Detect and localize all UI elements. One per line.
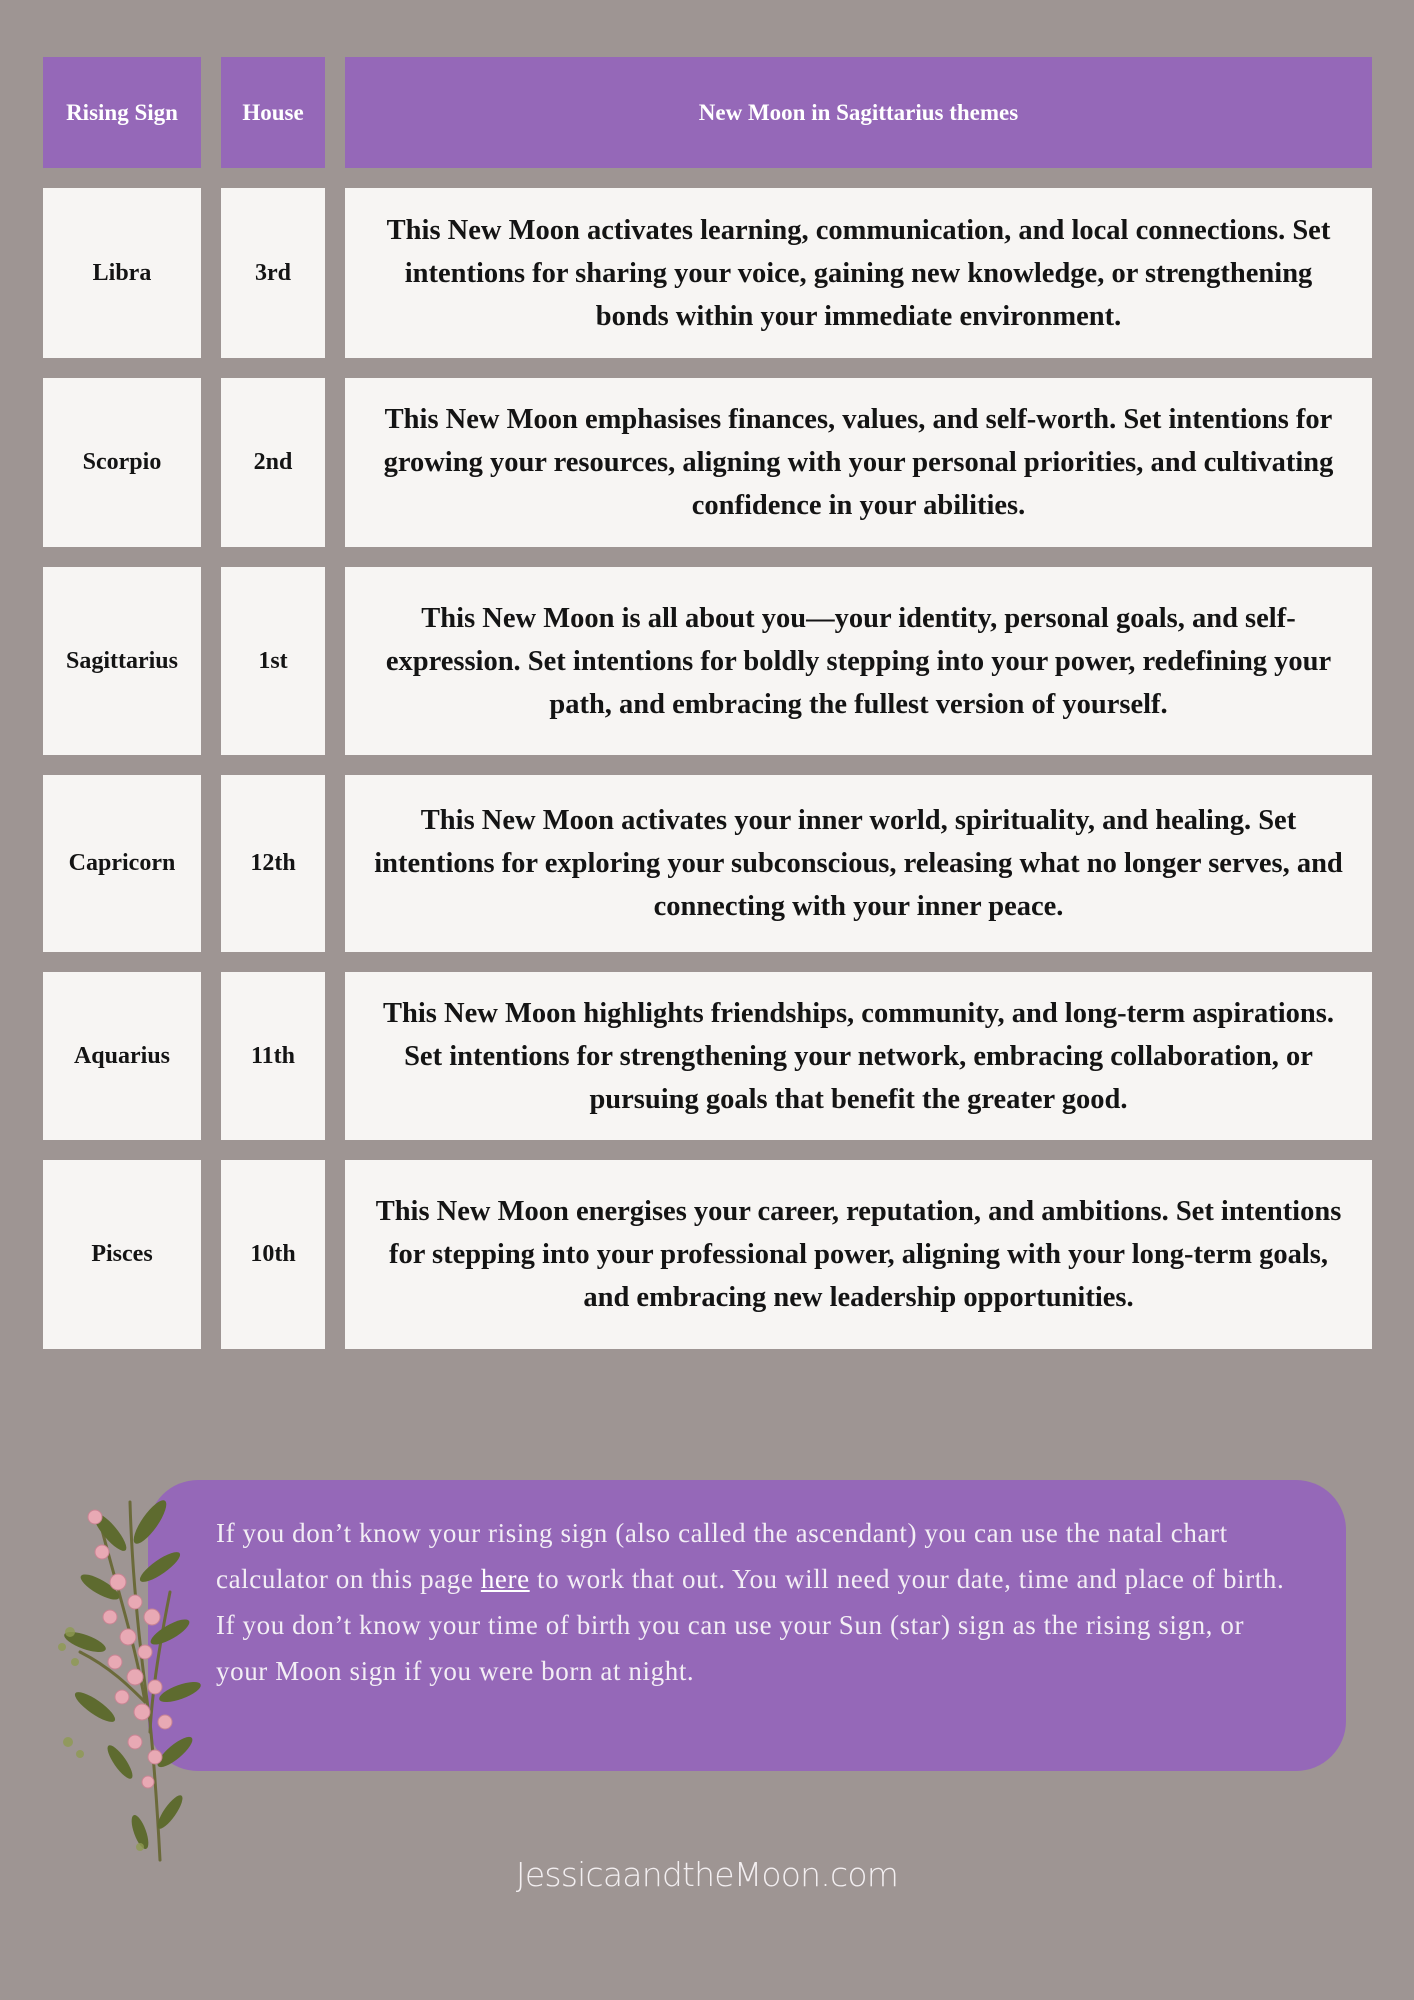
table-row: [43, 567, 1372, 755]
table-row: [43, 1160, 1372, 1349]
info-paragraph-birth-time: If you don’t know your time of birth you can use your Sun (star) sign as the rising sign, or your Moon sign if you were born at night.: [216, 1610, 1245, 1686]
house-cell: 2nd: [221, 378, 325, 547]
floral-sprig-icon: [40, 1492, 210, 1862]
house-cell: 10th: [221, 1160, 325, 1349]
house-cell: 11th: [221, 972, 325, 1140]
table-row: [43, 972, 1372, 1140]
info-text: to work that out. You will need your date, time and place of birth.: [529, 1564, 1285, 1594]
rising-sign-cell: Libra: [43, 188, 201, 358]
table-row: [43, 188, 1372, 358]
theme-cell: This New Moon highlights friendships, community, and long-term aspirations. Set intentions for strengthening your network, embracing collaboration, or pursuing goals that benefit the greater good.: [345, 972, 1372, 1140]
rising-sign-cell: Aquarius: [43, 972, 201, 1140]
header-themes: New Moon in Sagittarius themes: [345, 57, 1372, 168]
header-rising-sign: Rising Sign: [43, 57, 201, 168]
house-cell: 3rd: [221, 188, 325, 358]
theme-cell: This New Moon is all about you—your identity, personal goals, and self-expression. Set intentions for boldly stepping into your power, redefining your path, and embracing the fullest version of yourself.: [345, 567, 1372, 755]
rising-sign-cell: Pisces: [43, 1160, 201, 1349]
info-text: If you don’t know your rising sign (also called the ascendant) you can use the natal chart calculator on this page: [216, 1518, 1228, 1594]
header-house: House: [221, 57, 325, 168]
rising-sign-info-box: [148, 1480, 1346, 1771]
house-cell: 12th: [221, 775, 325, 952]
rising-sign-cell: Sagittarius: [43, 567, 201, 755]
natal-chart-link[interactable]: here: [480, 1564, 530, 1594]
theme-cell: This New Moon emphasises finances, values, and self-worth. Set intentions for growing your resources, aligning with your personal priorities, and cultivating confidence in your abilities.: [345, 378, 1372, 547]
site-url[interactable]: JessicaandtheMoon.com: [515, 1855, 899, 1894]
rising-sign-cell: Capricorn: [43, 775, 201, 952]
house-themes-table: [43, 57, 1372, 1369]
house-cell: 1st: [221, 567, 325, 755]
theme-cell: This New Moon energises your career, reputation, and ambitions. Set intentions for stepping into your professional power, aligning with your long-term goals, and embracing new leadership opportunities.: [345, 1160, 1372, 1349]
rising-sign-cell: Scorpio: [43, 378, 201, 547]
theme-cell: This New Moon activates learning, communication, and local connections. Set intentions for sharing your voice, gaining new knowledge, or strengthening bonds within your immediate environment.: [345, 188, 1372, 358]
theme-cell: This New Moon activates your inner world, spirituality, and healing. Set intentions for exploring your subconscious, releasing what no longer serves, and connecting with your inner peace.: [345, 775, 1372, 952]
table-row: [43, 378, 1372, 547]
table-header-row: [43, 57, 1372, 168]
table-row: [43, 775, 1372, 952]
info-paragraph: [216, 1510, 1286, 1602]
